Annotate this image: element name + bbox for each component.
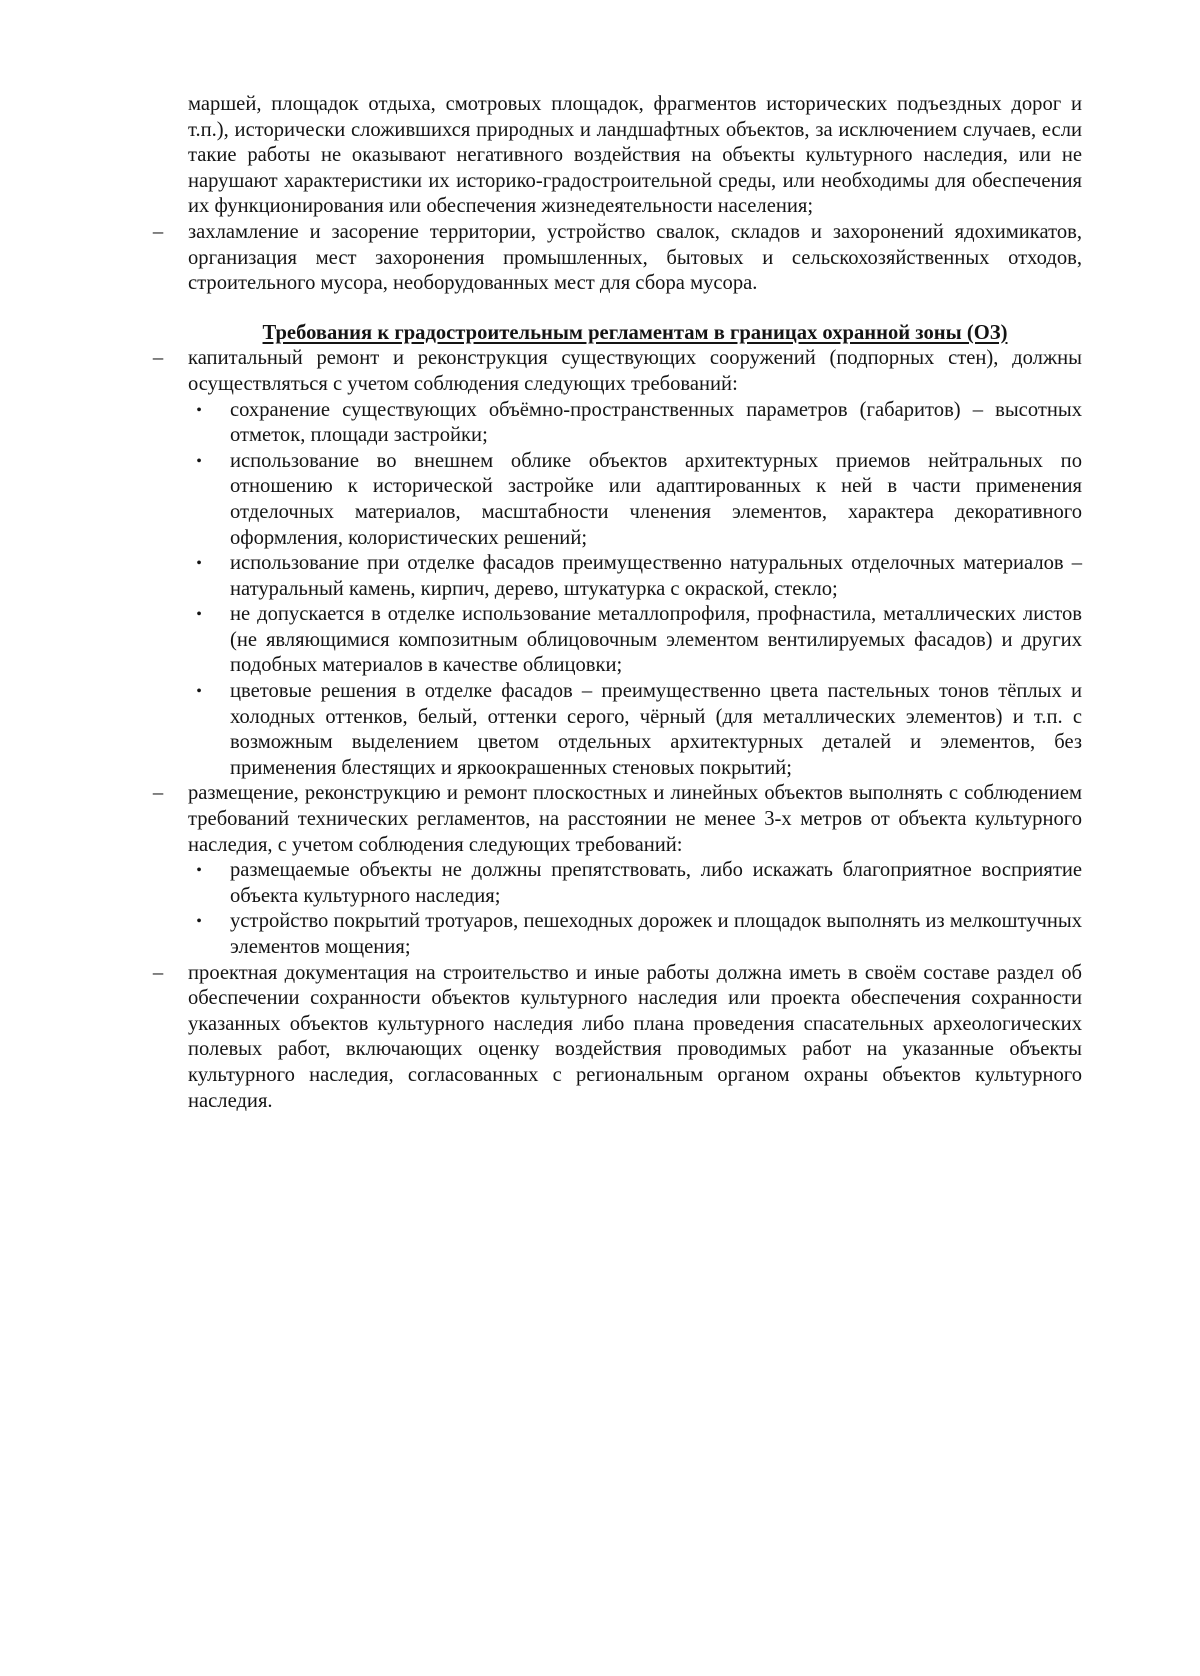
bullet-item bbox=[196, 858, 1082, 909]
bullet-list-placement bbox=[188, 858, 1082, 960]
bullet-marker: • bbox=[196, 913, 202, 931]
bullet-item bbox=[196, 398, 1082, 449]
bullet-text: размещаемые объекты не должны препятствовать, либо искажать благоприятное восприятие объекта культурного наследия; bbox=[230, 859, 1082, 907]
bullet-item bbox=[196, 679, 1082, 781]
bullet-marker: • bbox=[196, 606, 202, 624]
bullet-text: устройство покрытий тротуаров, пешеходных дорожек и площадок выполнять из мелкоштучных элементов мощения; bbox=[230, 910, 1082, 958]
list-item-repair bbox=[152, 346, 1082, 397]
list-item-documentation bbox=[152, 961, 1082, 1115]
intro-paragraph: маршей, площадок отдыха, смотровых площадок, фрагментов исторических подъездных дорог и т.п.), исторически сложившихся природных и ландшафтных объектов, за исключением случаев, если такие работы не оказывают негативного воздействия на объекты культурного наследия, или не нарушают характеристики их историко-градостроительной среды, или необходимы для обеспечения их функционирования или обеспечения жизнедеятельности населения; bbox=[188, 93, 1082, 218]
bullet-item bbox=[196, 551, 1082, 602]
bullet-text: использование при отделке фасадов преимущественно натуральных отделочных материалов – натуральный камень, кирпич, дерево, штукатурка с окраской, стекло; bbox=[230, 552, 1082, 600]
bullet-item bbox=[196, 602, 1082, 679]
list-item-text: капитальный ремонт и реконструкция существующих сооружений (подпорных стен), должны осуществляться с учетом соблюдения следующих требований: bbox=[188, 347, 1082, 395]
list-item-text: захламление и засорение территории, устройство свалок, складов и захоронений ядохимикатов, организация мест захоронения промышленных, бытовых и сельскохозяйственных отходов, строительного мусора, необорудованных мест для сбора мусора. bbox=[188, 220, 1082, 295]
bullet-item bbox=[196, 449, 1082, 551]
bullet-text: не допускается в отделке использование металлопрофиля, профнастила, металлических листов (не являющимися композитным облицовочным элементом вентилируемых фасадов) и других подобных материалов в качестве облицовки; bbox=[230, 603, 1082, 677]
list-item-text: размещение, реконструкцию и ремонт плоскостных и линейных объектов выполнять с соблюдением требований технических регламентов, на расстоянии не менее 3-х метров от объекта культурного наследия, с учетом соблюдения следующих требований: bbox=[188, 782, 1082, 856]
list-item-placement bbox=[152, 781, 1082, 858]
dash-marker: – bbox=[152, 347, 164, 370]
bullet-marker: • bbox=[196, 452, 202, 470]
bullet-text: цветовые решения в отделке фасадов – преимущественно цвета пастельных тонов тёплых и холодных оттенков, белый, оттенки серого, чёрный (для металлических элементов) и т.п. с возможным выделением цветом отдельных архитектурных деталей и элементов, без применения блестящих и яркоокрашенных стеновых покрытий; bbox=[230, 680, 1082, 779]
bullet-text: сохранение существующих объёмно-пространственных параметров (габаритов) – высотных отметок, площади застройки; bbox=[230, 398, 1082, 447]
bullet-text: использование во внешнем облике объектов архитектурных приемов нейтральных по отношению к исторической застройке или адаптированных к ней в части применения отделочных материалов, масштабности членения элементов, характера декоративного оформления, колористических решений; bbox=[230, 449, 1082, 549]
list-item-text: проектная документация на строительство и иные работы должна иметь в своём составе раздел об обеспечении сохранности объектов культурного наследия или проекта обеспечения сохранности указанных объектов культурного наследия либо плана проведения спасательных археологических полевых работ, включающих оценку воздействия проводимых работ на указанные объекты культурного наследия, согласованных с региональным органом охраны объектов культурного наследия. bbox=[188, 961, 1082, 1112]
list-item-waste bbox=[152, 220, 1082, 297]
section-heading: Требования к градостроительным регламентам в границах охранной зоны (ОЗ) bbox=[262, 321, 1008, 344]
dash-marker: – bbox=[152, 220, 164, 243]
bullet-item bbox=[196, 909, 1082, 960]
bullet-list-repair bbox=[188, 398, 1082, 782]
document-body bbox=[152, 92, 1082, 1114]
dash-marker: – bbox=[152, 782, 164, 805]
bullet-marker: • bbox=[196, 862, 202, 880]
bullet-marker: • bbox=[196, 401, 202, 419]
dash-marker: – bbox=[152, 961, 164, 984]
bullet-marker: • bbox=[196, 555, 202, 573]
bullet-marker: • bbox=[196, 683, 202, 701]
